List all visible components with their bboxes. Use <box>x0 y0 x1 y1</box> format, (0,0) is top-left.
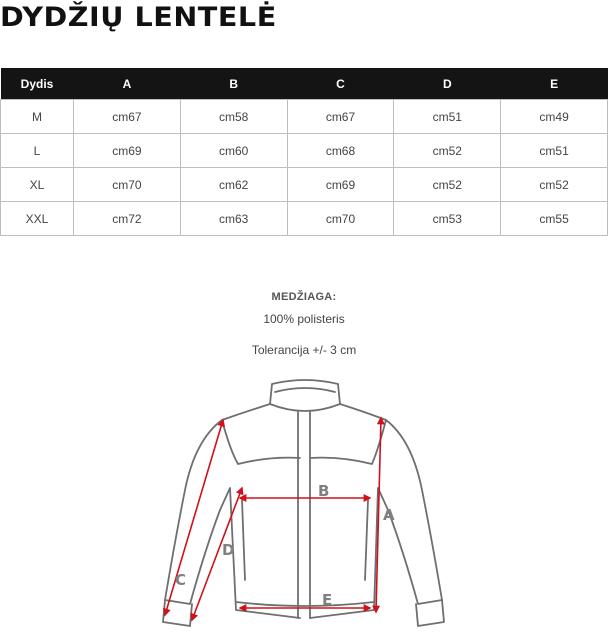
table-cell: cm49 <box>501 100 608 134</box>
label-e: E <box>322 591 333 609</box>
material-heading: MEDŽIAGA: <box>271 291 337 303</box>
collar <box>270 380 340 411</box>
measurement-lines <box>165 418 381 620</box>
table-cell: cm69 <box>74 134 181 168</box>
size-table <box>0 68 608 236</box>
table-cell-size: L <box>1 134 74 168</box>
column-header: Dydis <box>1 68 74 100</box>
table-cell: cm52 <box>394 134 501 168</box>
table-cell: cm69 <box>287 168 394 202</box>
table-cell: cm60 <box>180 134 287 168</box>
table-cell: cm58 <box>180 100 287 134</box>
label-c: C <box>175 571 187 589</box>
table-cell: cm52 <box>501 168 608 202</box>
table-cell: cm67 <box>287 100 394 134</box>
table-cell-size: M <box>1 100 74 134</box>
table-cell: cm52 <box>394 168 501 202</box>
table-cell: cm51 <box>394 100 501 134</box>
column-header: B <box>180 68 287 100</box>
table-cell: cm72 <box>74 202 181 236</box>
label-b: B <box>318 482 330 500</box>
column-header: C <box>287 68 394 100</box>
jacket-outline <box>163 380 444 626</box>
table-row <box>1 100 608 134</box>
table-cell: cm53 <box>394 202 501 236</box>
measure-line-d <box>192 488 242 620</box>
table-row <box>1 202 608 236</box>
tolerance-note: Tolerancija +/- 3 cm <box>251 343 357 357</box>
measure-line-c <box>165 420 223 615</box>
column-header: A <box>74 68 181 100</box>
table-cell-size: XL <box>1 168 74 202</box>
table-cell: cm62 <box>180 168 287 202</box>
table-cell: cm63 <box>180 202 287 236</box>
table-cell: cm70 <box>74 168 181 202</box>
table-cell: cm68 <box>287 134 394 168</box>
table-header-row <box>1 68 608 100</box>
column-header: D <box>394 68 501 100</box>
label-d: D <box>222 541 235 559</box>
table-row <box>1 134 608 168</box>
table-row <box>1 168 608 202</box>
table-cell: cm70 <box>287 202 394 236</box>
table-cell-size: XXL <box>1 202 74 236</box>
label-a: A <box>383 506 395 524</box>
table-cell: cm51 <box>501 134 608 168</box>
jacket-measurement-diagram <box>150 370 460 632</box>
column-header: E <box>501 68 608 100</box>
table-cell: cm55 <box>501 202 608 236</box>
page-title: DYDŽIŲ LENTELĖ <box>0 2 277 33</box>
material-composition: 100% polisteris <box>263 312 345 326</box>
table-cell: cm67 <box>74 100 181 134</box>
